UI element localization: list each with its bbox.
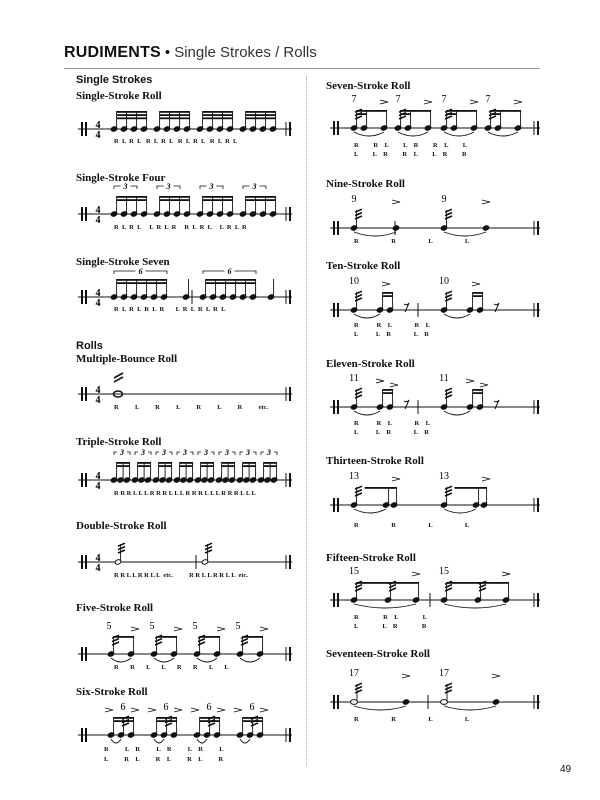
tuplet-number: 3 [166, 182, 171, 191]
tie [398, 132, 428, 136]
beam [201, 462, 214, 464]
tremolo-slash [155, 639, 162, 642]
tuplet-number: 3 [252, 182, 257, 191]
tremolo-slash [198, 642, 205, 645]
sticking: R L R L R L R L R L R L R L R L [114, 138, 238, 145]
beam [243, 465, 256, 467]
beam [383, 392, 393, 394]
tuplet-number: 7 [395, 94, 401, 105]
tuplet-number: 15 [349, 566, 359, 577]
exercise-title: Fifteen-Stroke Roll [326, 552, 416, 564]
beam [117, 462, 130, 464]
beam [180, 465, 193, 467]
accent-mark [174, 627, 182, 631]
tuplet-number: 6 [163, 702, 169, 713]
accent-mark [131, 627, 139, 631]
tremolo-slash [112, 642, 119, 645]
tremolo-slash [355, 588, 362, 591]
tremolo-slash [355, 392, 362, 395]
half-note [351, 700, 358, 705]
tremolo-slash [355, 295, 362, 298]
tremolo-slash [251, 723, 258, 726]
tuplet-number: 3 [204, 448, 208, 457]
beam [117, 199, 147, 201]
beam [117, 465, 130, 467]
tie [444, 509, 476, 513]
tuplet-number: 17 [349, 668, 359, 679]
beam [138, 462, 151, 464]
beam [138, 465, 151, 467]
beam [222, 462, 235, 464]
tremolo-slash [208, 723, 215, 726]
accent-mark [482, 200, 490, 204]
exercise-title: Ten-Stroke Roll [326, 260, 401, 272]
beam [159, 465, 172, 467]
accent-mark [412, 572, 420, 576]
sticking-top: R R L R L [354, 420, 431, 427]
sticking-bottom: L L R L R [354, 429, 429, 436]
tremolo-slash [445, 298, 452, 301]
tuplet-number: 15 [439, 566, 449, 577]
beam [203, 111, 233, 113]
beam [264, 462, 277, 464]
tremolo-slash [355, 216, 362, 219]
tremolo-slash [445, 388, 452, 391]
accent-mark [234, 708, 242, 712]
tie [354, 604, 416, 608]
exercise-title: Single-Stroke Roll [76, 90, 162, 102]
tremolo-slash [205, 547, 212, 550]
sticking-top: R R L L [354, 614, 427, 621]
tuplet-number: 3 [162, 448, 166, 457]
tie [197, 658, 217, 662]
beam [473, 292, 483, 294]
beam [264, 465, 277, 467]
exercise-title: Single-Stroke Seven [76, 256, 170, 268]
tie [354, 232, 396, 236]
tremolo-slash [355, 298, 362, 301]
tremolo-slash [479, 585, 486, 588]
header-subtitle: Single Strokes / Rolls [174, 44, 317, 61]
accent-mark [392, 477, 400, 481]
accent-mark [260, 627, 268, 631]
tremolo-slash [445, 585, 452, 588]
tremolo-slash [399, 116, 406, 119]
accent-mark [131, 708, 139, 712]
tremolo-slash [445, 395, 452, 398]
eighth-rest [404, 303, 409, 312]
tremolo-slash [445, 295, 452, 298]
section-single-strokes: Single Strokes [76, 74, 153, 86]
tremolo-slash [445, 493, 452, 496]
tremolo-slash [355, 683, 362, 686]
sticking-top: R R L L R R L L [354, 142, 468, 149]
tremolo-slash [445, 209, 452, 212]
beam [160, 114, 190, 116]
exercise-title: Double-Stroke Roll [76, 520, 167, 532]
accent-mark [470, 100, 478, 104]
sticking: R R L L R R L L etc. R R L L R R L L etc. [114, 572, 248, 579]
time-signature-top: 4 [95, 120, 101, 131]
tremolo-slash [355, 687, 362, 690]
tuplet-number: 5 [235, 621, 241, 632]
tuplet-number: 5 [106, 621, 112, 632]
time-signature-bottom: 4 [95, 130, 101, 141]
sticking: R L R L R L R L R L R L R L [114, 306, 226, 313]
tremolo-slash [241, 639, 248, 642]
tie [240, 739, 250, 743]
tie [197, 739, 207, 743]
tie [354, 706, 406, 710]
tuplet-number: 13 [439, 471, 449, 482]
tuplet-number: 3 [183, 448, 187, 457]
tremolo-slash [489, 116, 496, 119]
beam [246, 114, 276, 116]
eighth-rest [404, 400, 409, 409]
time-signature-bottom: 4 [95, 563, 101, 574]
beam [473, 295, 483, 297]
beam [203, 117, 233, 119]
tremolo-slash [355, 213, 362, 216]
sticking-bottom: L L R R [354, 623, 427, 630]
beam [180, 462, 193, 464]
section-rolls: Rolls [76, 340, 103, 352]
exercise-title: Eleven-Stroke Roll [326, 358, 415, 370]
tremolo-slash [118, 550, 125, 553]
sticking: R L R L L R L R R L R L L R L R [114, 224, 247, 231]
tuplet-number: 5 [192, 621, 198, 632]
tie [240, 658, 260, 662]
tremolo-slash [445, 490, 452, 493]
beam [246, 117, 276, 119]
beam [383, 295, 393, 297]
tie [354, 132, 384, 136]
exercise-title: Single-Stroke Four [76, 172, 166, 184]
tie [444, 314, 470, 318]
tuplet-number: 6 [138, 267, 143, 276]
tuplet-number: 3 [120, 448, 124, 457]
time-signature-top: 4 [95, 385, 101, 396]
tremolo-slash [355, 690, 362, 693]
tremolo-slash [445, 687, 452, 690]
beam [383, 292, 393, 294]
beam [473, 389, 483, 391]
sticking-bottom: L L R L R [354, 331, 429, 338]
sticking: R R L L [354, 238, 470, 245]
accent-mark [466, 379, 474, 383]
tie [488, 132, 518, 136]
tremolo-slash [112, 639, 119, 642]
exercise-title: Six-Stroke Roll [76, 686, 148, 698]
tremolo-slash [445, 486, 452, 489]
time-signature-bottom: 4 [95, 395, 101, 406]
beam [117, 117, 147, 119]
beam [455, 487, 487, 489]
tremolo-slash [445, 392, 452, 395]
tie [354, 509, 386, 513]
tremolo-slash [355, 493, 362, 496]
accent-mark [514, 100, 522, 104]
tremolo-slash [118, 543, 125, 546]
sticking: R R L L [354, 716, 470, 723]
beam [383, 389, 393, 391]
tuplet-number: 7 [351, 94, 357, 105]
tuplet-number: 13 [349, 471, 359, 482]
time-signature-top: 4 [95, 288, 101, 299]
exercise-title: Thirteen-Stroke Roll [326, 455, 424, 467]
time-signature-bottom: 4 [95, 215, 101, 226]
accent-mark [105, 708, 113, 712]
tie [154, 658, 174, 662]
tuplet-number: 17 [439, 668, 449, 679]
eighth-rest [494, 400, 499, 409]
beam [203, 196, 233, 198]
tremolo-slash [445, 588, 452, 591]
accent-mark [482, 477, 490, 481]
beam [447, 582, 509, 584]
tremolo-slash [198, 639, 205, 642]
accent-mark [376, 379, 384, 383]
tuplet-number: 3 [246, 448, 250, 457]
header-title: RUDIMENTS [64, 44, 161, 61]
tremolo-slash [445, 116, 452, 119]
tremolo-slash [205, 550, 212, 553]
sticking-bottom: L R L R L R L R [104, 756, 224, 763]
accent-mark [217, 708, 225, 712]
tuplet-number: 9 [351, 194, 357, 205]
tremolo-slash [122, 723, 129, 726]
tremolo-slash [355, 395, 362, 398]
tremolo-slash [355, 116, 362, 119]
tuplet-number: 7 [441, 94, 447, 105]
tie [111, 739, 121, 743]
beam [201, 465, 214, 467]
beam [117, 279, 167, 281]
sticking-top: R L R L R L R L [104, 746, 224, 753]
tremolo-slash [118, 547, 125, 550]
accent-mark [492, 674, 500, 678]
tie [111, 658, 131, 662]
tremolo-slash [355, 388, 362, 391]
tremolo-slash [445, 291, 452, 294]
tuplet-number: 6 [227, 267, 232, 276]
tremolo-slash [165, 723, 172, 726]
beam [159, 462, 172, 464]
tremolo-slash [445, 683, 452, 686]
accent-mark [392, 200, 400, 204]
time-signature-bottom: 4 [95, 481, 101, 492]
tie [444, 411, 470, 415]
beam [160, 117, 190, 119]
tuplet-number: 11 [439, 373, 449, 384]
accent-mark [191, 708, 199, 712]
sticking: R L R L R L R etc. [114, 404, 269, 411]
beam [246, 111, 276, 113]
accent-mark [382, 282, 390, 286]
tremolo-slash [355, 585, 362, 588]
accent-mark [502, 572, 510, 576]
tremolo-slash [355, 291, 362, 294]
beam [203, 199, 233, 201]
half-note [441, 700, 448, 705]
tuplet-number: 6 [249, 702, 255, 713]
accent-mark [472, 282, 480, 286]
tremolo-slash [445, 213, 452, 216]
tuplet-number: 3 [209, 182, 214, 191]
tremolo-slash [389, 585, 396, 588]
tie [154, 739, 164, 743]
tie [444, 604, 506, 608]
beam [160, 111, 190, 113]
accent-mark [174, 708, 182, 712]
tremolo-slash [205, 543, 212, 546]
tuplet-number: 3 [141, 448, 145, 457]
time-signature-top: 4 [95, 553, 101, 564]
tuplet-number: 7 [485, 94, 491, 105]
accent-mark [480, 383, 488, 387]
tie [354, 411, 380, 415]
tie [354, 314, 380, 318]
beam [160, 199, 190, 201]
tremolo-slash [155, 642, 162, 645]
accent-mark [260, 708, 268, 712]
tie [444, 232, 486, 236]
tremolo-slash [479, 588, 486, 591]
tuplet-number: 11 [349, 373, 359, 384]
page-number: 49 [560, 764, 572, 775]
tuplet-number: 3 [225, 448, 229, 457]
tie [444, 132, 474, 136]
beam [117, 196, 147, 198]
beam [160, 196, 190, 198]
beam [365, 487, 397, 489]
sticking-bottom: L L R R L L R R [354, 151, 467, 158]
beam [206, 279, 256, 281]
tremolo-slash [445, 690, 452, 693]
eighth-rest [494, 303, 499, 312]
tuplet-number: 3 [267, 448, 271, 457]
tremolo-slash [241, 642, 248, 645]
tie [444, 706, 496, 710]
tuplet-number: 10 [349, 276, 359, 287]
time-signature-top: 4 [95, 205, 101, 216]
tuplet-number: 5 [149, 621, 155, 632]
tuplet-number: 6 [206, 702, 212, 713]
beam [243, 462, 256, 464]
accent-mark [402, 674, 410, 678]
tuplet-number: 6 [120, 702, 126, 713]
beam [222, 465, 235, 467]
beam [117, 111, 147, 113]
tremolo-slash [445, 216, 452, 219]
beam [203, 114, 233, 116]
time-signature-bottom: 4 [95, 298, 101, 309]
accent-mark [380, 100, 388, 104]
sticking: R R L L [354, 522, 470, 529]
exercise-title: Nine-Stroke Roll [326, 178, 405, 190]
sticking: R R R L L L R R R L L L R R R L L L R R R L L L [114, 490, 256, 497]
beam [357, 582, 419, 584]
accent-mark [148, 708, 156, 712]
tremolo-slash [389, 588, 396, 591]
sticking-top: R R L R L [354, 322, 431, 329]
tremolo-slash [355, 490, 362, 493]
tremolo-slash [355, 486, 362, 489]
beam [246, 199, 276, 201]
accent-mark [390, 383, 398, 387]
sticking: R R L L R R L L [114, 664, 229, 671]
beam [117, 282, 167, 284]
exercise-title: Seventeen-Stroke Roll [326, 648, 430, 660]
tuplet-number: 3 [123, 182, 128, 191]
exercise-title: Triple-Stroke Roll [76, 436, 162, 448]
beam [473, 392, 483, 394]
beam [206, 282, 256, 284]
time-signature-top: 4 [95, 471, 101, 482]
exercise-title: Five-Stroke Roll [76, 602, 154, 614]
tuplet-number: 9 [441, 194, 447, 205]
beam [117, 114, 147, 116]
tremolo-slash [355, 209, 362, 212]
accent-mark [217, 627, 225, 631]
tuplet-number: 10 [439, 276, 449, 287]
header-separator: • [164, 44, 171, 61]
beam [246, 196, 276, 198]
exercise-title: Seven-Stroke Roll [326, 80, 411, 92]
accent-mark [424, 100, 432, 104]
exercise-title: Multiple-Bounce Roll [76, 353, 178, 365]
